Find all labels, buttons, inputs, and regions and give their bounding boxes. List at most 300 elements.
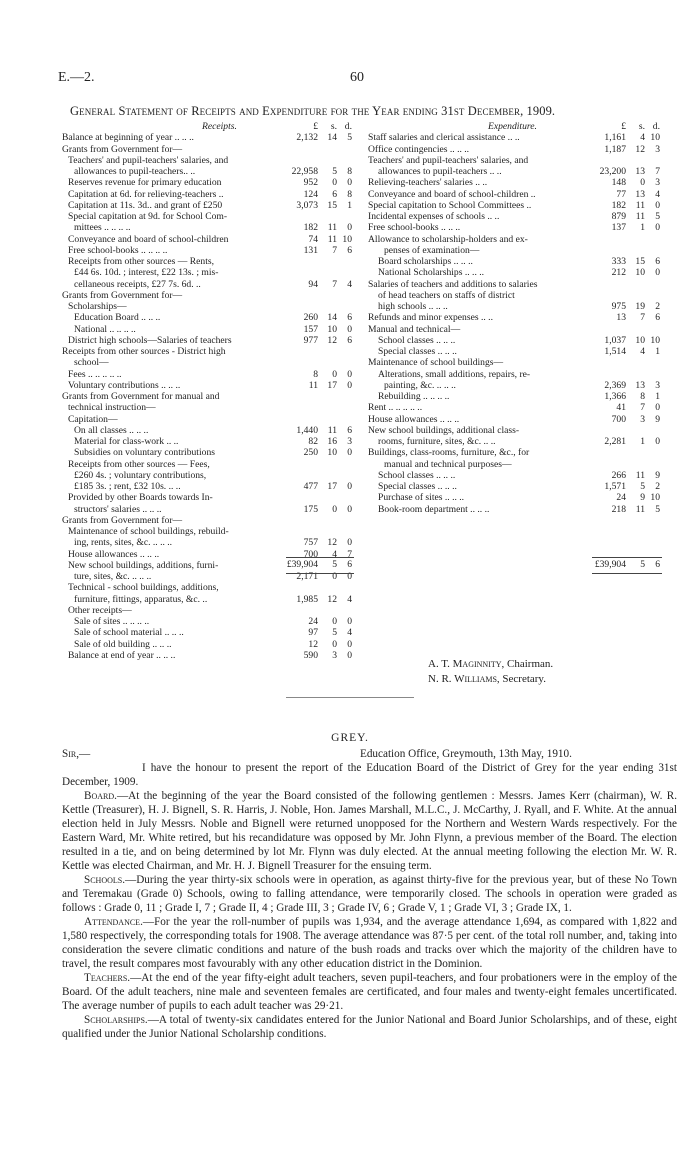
- expenditure-row-label: Manual and technical—: [368, 323, 461, 335]
- receipts-row: [62, 177, 352, 188]
- shillings-value: 5: [640, 481, 645, 492]
- statement-title: General Statement of Receipts and Expenditure for the Year ending 31st December, 1909.: [70, 104, 556, 118]
- pence-value: 10: [650, 132, 660, 144]
- pence-value: 9: [655, 469, 660, 481]
- receipts-heading-row: [62, 121, 352, 132]
- pence-value: 6: [347, 312, 352, 324]
- receipts-row: [62, 492, 352, 503]
- expenditure-row: [368, 402, 660, 413]
- receipts-row-label: furniture, fittings, apparatus, &c. ..: [74, 593, 208, 605]
- expenditure-row: [368, 447, 660, 458]
- expenditure-row-label: Purchase of sites .. .. ..: [378, 492, 465, 504]
- pence-value: 0: [347, 222, 352, 234]
- receipts-row: [62, 200, 352, 211]
- receipts-row: [62, 267, 352, 278]
- expenditure-row-label: penses of examination—: [384, 244, 480, 256]
- receipts-row: [62, 414, 352, 425]
- paragraph-heading: Attendance.: [84, 916, 143, 928]
- expenditure-row-label: Salaries of teachers and additions to salaries: [368, 278, 538, 290]
- shillings-value: 0: [332, 177, 337, 189]
- pounds-value: 74: [308, 233, 318, 245]
- expenditure-row-label: Teachers' and pupil-teachers' salaries, and: [368, 154, 529, 166]
- receipts-row: [62, 211, 352, 222]
- expenditure-row-label: Incidental expenses of schools .. ..: [368, 211, 500, 222]
- expenditure-row: [368, 492, 660, 503]
- expenditure-row: [368, 335, 660, 346]
- shillings-value: 6: [332, 188, 337, 200]
- receipts-row: [62, 245, 352, 256]
- receipts-row: [62, 234, 352, 245]
- expenditure-row: [368, 380, 660, 391]
- pence-value: 3: [655, 177, 660, 189]
- pounds-label: £: [621, 121, 626, 132]
- receipts-row-label: Teachers' and pupil-teachers' salaries, and: [68, 154, 229, 166]
- paragraph-text: —At the beginning of the year the Board consisted of the following gentlemen : Messrs. James Kerr (chairman), W. R. Kettle (Treasurer), H. J. Bignell, S. R. Harris, J. Noble, Hon. James Marshall, M.L.C., J. McCarthy, J. Ryall, and F. White. At the annual election held in July Messrs. Noble and Bignell were returned unopposed for the Northern and Western Wards respectively. For the Eastern Ward, Mr. White retired, but his recandidature was opposed by Mr. John Flynn, a previous member of the Board. The election resulted in a tie, and on being determined by lot Mr. Flynn was duly elected. At the annual meeting following the election Mr. W. R. Kettle was elected Chairman, and Mr. H. J. Bignell Treasurer for the ensuing term.: [62, 790, 677, 872]
- expenditure-row-label: rooms, furniture, sites, &c. .. ..: [378, 436, 496, 447]
- receipts-row-label: technical instruction—: [68, 402, 156, 414]
- receipts-row-label: Grants from Government for—: [62, 143, 183, 155]
- shillings-label: s.: [638, 121, 645, 132]
- receipts-row: [62, 166, 352, 177]
- expenditure-row-label: Special classes .. .. ..: [378, 481, 457, 492]
- pounds-value: 182: [611, 199, 626, 211]
- receipts-row: [62, 627, 352, 638]
- receipts-row-label: Capitation at 6d. for relieving-teachers ..: [68, 188, 224, 200]
- receipts-row: [62, 369, 352, 380]
- pence-value: 0: [347, 481, 352, 492]
- receipts-row: [62, 144, 352, 155]
- chairman-role: Chairman.: [507, 658, 554, 670]
- receipts-row-label: ing, rents, sites, &c. .. .. ..: [74, 537, 173, 549]
- expenditure-row: [368, 301, 660, 312]
- expenditure-row: [368, 222, 660, 233]
- shillings-value: 4: [640, 132, 645, 144]
- expenditure-column: [368, 121, 660, 515]
- receipts-row-label: ture, sites, &c. .. .. ..: [74, 571, 152, 582]
- receipts-heading: Receipts.: [202, 121, 237, 132]
- receipts-row: [62, 222, 352, 233]
- expenditure-row-label: National Scholarships .. .. ..: [378, 267, 485, 279]
- paragraph-text: —At the end of the year fifty-eight adult teachers, seven pupil-teachers, and four probationers were in the employ of the Board. Of the adult teachers, nine male and seventeen females are certificated, and four males and twenty-eight females uncertificated. The average number of pupils to each adult teacher was 29·21.: [62, 972, 677, 1012]
- expenditure-row-label: Special capitation to School Committees ..: [368, 199, 532, 211]
- expenditure-row-label: manual and technical purposes—: [384, 458, 512, 470]
- receipts-row-label: Voluntary contributions .. .. ..: [68, 379, 181, 391]
- shillings-value: 19: [635, 301, 645, 312]
- expenditure-row: [368, 312, 660, 323]
- pence-value: 4: [655, 188, 660, 200]
- pounds-value: 131: [303, 244, 318, 256]
- pounds-value: 1,985: [296, 593, 318, 605]
- shillings-value: 7: [332, 244, 337, 256]
- shillings-value: 12: [327, 334, 337, 346]
- receipts-row-label: New school buildings, additions, furni-: [68, 559, 219, 571]
- receipts-row-label: Scholarships—: [68, 301, 127, 312]
- expenditure-total-underline: [592, 573, 662, 574]
- receipts-row-label: school—: [74, 357, 109, 369]
- pence-value: 0: [655, 222, 660, 234]
- pounds-value: 175: [303, 503, 318, 515]
- pounds-value: 590: [303, 649, 318, 661]
- pence-label: d.: [652, 121, 660, 132]
- receipts-row: [62, 279, 352, 290]
- shillings-value: 3: [332, 649, 337, 661]
- paragraph-text: —A total of twenty-six candidates entered for the Junior National and Board Junior Scholarships, and of these, eight qualified under the Junior National Scholarship conditions.: [62, 1014, 677, 1040]
- expenditure-row-label: allowances to pupil-teachers .. ..: [378, 166, 502, 177]
- expenditure-row: [368, 504, 660, 515]
- receipts-row: [62, 447, 352, 458]
- expenditure-row: [368, 267, 660, 278]
- paragraph-text: —During the year thirty-six schools were in operation, as against thirty-five for the previous year, but of these No Town and Teremakau (Grade 0) Schools, owing to falling attendance, were temporarily closed. The schools in operation were graded as follows : Grade 0, 11 ; Grade I, 7 ; Grade II, 4 ; Grade III, 3 ; Grade IV, 6 ; Grade V, 1 ; Grade VI, 3 ; Grade IX, 1.: [62, 874, 677, 914]
- shillings-value: 10: [635, 267, 645, 279]
- expenditure-row-label: Refunds and minor expenses .. ..: [368, 312, 493, 324]
- shillings-value: 0: [332, 571, 337, 582]
- pounds-value: 2,171: [296, 571, 318, 582]
- receipts-row: [62, 357, 352, 368]
- pence-value: 3: [347, 436, 352, 447]
- shillings-value: 15: [327, 199, 337, 211]
- shillings-value: 4: [640, 346, 645, 357]
- secretary-role: Secretary.: [502, 673, 546, 685]
- receipts-column: [62, 121, 352, 661]
- expenditure-row: [368, 166, 660, 177]
- expenditure-row-label: Office contingencies .. .. ..: [368, 143, 470, 155]
- receipts-row-label: Sale of sites .. .. .. ..: [74, 616, 150, 627]
- shillings-value: 17: [327, 379, 337, 391]
- expenditure-row-label: New school buildings, additional class-: [368, 424, 520, 436]
- shillings-value: 3: [640, 413, 645, 425]
- expenditure-row: [368, 256, 660, 267]
- pence-label: d.: [344, 121, 352, 132]
- receipts-row: [62, 380, 352, 391]
- expenditure-row: [368, 245, 660, 256]
- receipts-row: [62, 605, 352, 616]
- expenditure-row-label: Rebuilding .. .. .. ..: [378, 391, 450, 402]
- receipts-row-label: Capitation at 11s. 3d.. and grant of £250: [68, 199, 223, 211]
- expenditure-row: [368, 290, 660, 301]
- shillings-label: s.: [330, 121, 337, 132]
- receipts-row-label: Sale of old building .. .. ..: [74, 638, 172, 650]
- receipts-row: [62, 650, 352, 661]
- expenditure-row-label: Allowance to scholarship-holders and ex-: [368, 233, 528, 245]
- shillings-value: 9: [640, 492, 645, 504]
- pounds-value: 1,514: [604, 346, 626, 357]
- pounds-value: 1,187: [604, 143, 626, 155]
- pounds-value: 77: [616, 188, 626, 200]
- receipts-row-label: On all classes .. .. ..: [74, 424, 149, 436]
- shillings-value: 10: [327, 447, 337, 459]
- receipts-row: [62, 639, 352, 650]
- pence-value: 6: [347, 334, 352, 346]
- receipts-row: [62, 526, 352, 537]
- expenditure-total-pence: 6: [655, 559, 660, 570]
- receipts-row-label: Grants from Government for—: [62, 289, 183, 301]
- receipts-row-label: Balance at end of year .. .. ..: [68, 649, 176, 661]
- receipts-row: [62, 189, 352, 200]
- pence-value: 5: [347, 132, 352, 144]
- pence-value: 0: [655, 436, 660, 447]
- expenditure-row-label: Alterations, small additions, repairs, re-: [378, 368, 531, 380]
- shillings-value: 12: [327, 537, 337, 549]
- expenditure-row-label: House allowances .. .. ..: [368, 413, 460, 425]
- pence-value: 7: [347, 548, 352, 560]
- shillings-value: 0: [332, 368, 337, 380]
- pounds-value: 879: [611, 211, 626, 222]
- pounds-value: 8: [313, 368, 318, 380]
- pence-value: 9: [655, 413, 660, 425]
- receipts-row-label: allowances to pupil-teachers.. ..: [74, 166, 196, 177]
- pounds-value: 333: [611, 256, 626, 267]
- expenditure-row-label: Free school-books .. .. ..: [368, 222, 461, 234]
- pounds-value: 13: [616, 312, 626, 324]
- expenditure-row: [368, 279, 660, 290]
- pence-value: 7: [655, 166, 660, 177]
- pence-value: 10: [650, 334, 660, 346]
- pence-value: 10: [650, 492, 660, 504]
- receipts-row: [62, 436, 352, 447]
- receipts-row-label: Capitation—: [68, 413, 118, 425]
- expenditure-row-label: School classes .. .. ..: [378, 469, 456, 481]
- salutation: Sir,—: [62, 748, 91, 760]
- expenditure-row: [368, 132, 660, 143]
- shillings-value: 11: [635, 199, 645, 211]
- chairman-name: A. T. Maginnity,: [428, 658, 505, 670]
- receipts-row-label: Conveyance and board of school-children: [68, 233, 229, 245]
- shillings-value: 14: [327, 132, 337, 144]
- pounds-value: 1,366: [604, 391, 626, 402]
- paragraph-text: —For the year the roll-number of pupils was 1,934, and the average attendance 1,694, as compared with 1,822 and 1,580 respectively, the corresponding totals for 1908. The average attendance was 87·5 per cent. of the total roll number, and, taking into consideration the severe climatic conditions and nature of the bush roads and tracks over which the majority of the children have to travel, the result compares most favourably with any other education district in the Dominion.: [62, 916, 677, 970]
- shillings-value: 11: [635, 469, 645, 481]
- paragraph-heading: Scholarships.: [84, 1014, 148, 1026]
- receipts-row-label: cellaneous receipts, £27 7s. 6d. ..: [74, 278, 201, 290]
- shillings-value: 11: [327, 222, 337, 234]
- paragraph-heading: Teachers.: [84, 972, 131, 984]
- expenditure-row: [368, 391, 660, 402]
- pence-value: 8: [347, 188, 352, 200]
- receipts-row: [62, 582, 352, 593]
- shillings-value: 14: [327, 312, 337, 324]
- receipts-row: [62, 346, 352, 357]
- pence-value: 3: [655, 143, 660, 155]
- expenditure-row-label: high schools .. .. ..: [378, 301, 448, 312]
- pence-value: 2: [655, 481, 660, 492]
- pounds-value: 1,571: [604, 481, 626, 492]
- receipts-row-label: structors' salaries .. .. ..: [74, 503, 162, 515]
- shillings-value: 15: [635, 256, 645, 267]
- pounds-value: 124: [303, 188, 318, 200]
- receipts-row: [62, 537, 352, 548]
- expenditure-row-label: Rent .. .. .. .. ..: [368, 402, 423, 414]
- place-date: Education Office, Greymouth, 13th May, 1910.: [360, 748, 572, 760]
- receipts-row-label: Receipts from other sources - District high: [62, 346, 226, 357]
- receipts-row-label: £44 6s. 10d. ; interest, £22 13s. ; mis-: [74, 267, 219, 279]
- receipts-row-label: Education Board .. .. ..: [74, 312, 161, 324]
- expenditure-row: [368, 177, 660, 188]
- receipts-row: [62, 301, 352, 312]
- pounds-value: 266: [611, 469, 626, 481]
- pence-value: 0: [347, 537, 352, 549]
- receipts-row-label: Grants from Government for—: [62, 514, 183, 526]
- expenditure-row-label: of head teachers on staffs of district: [378, 289, 515, 301]
- pence-value: 5: [655, 211, 660, 222]
- receipts-row-label: Balance at beginning of year .. .. ..: [62, 132, 194, 144]
- pounds-value: 1,161: [604, 132, 626, 144]
- receipts-row-label: Receipts from other sources — Rents,: [68, 256, 215, 267]
- pounds-value: 3,073: [296, 199, 318, 211]
- expenditure-row-label: School classes .. .. ..: [378, 334, 456, 346]
- receipts-row: [62, 132, 352, 143]
- pence-value: 0: [655, 267, 660, 279]
- expenditure-row-label: Board scholarships .. .. ..: [378, 256, 473, 267]
- pounds-value: 260: [303, 312, 318, 324]
- pounds-value: 2,281: [604, 436, 626, 447]
- signature-chairman: [428, 658, 553, 670]
- pounds-value: 23,200: [599, 166, 626, 177]
- pence-value: 1: [655, 346, 660, 357]
- report-body: [62, 747, 677, 1041]
- expenditure-row: [368, 425, 660, 436]
- salutation-line: [62, 747, 677, 761]
- expenditure-total-rule: [592, 557, 662, 558]
- receipts-row-label: House allowances .. .. ..: [68, 548, 160, 560]
- pence-value: 1: [347, 199, 352, 211]
- pounds-value: 97: [308, 627, 318, 639]
- expenditure-rows: [368, 132, 660, 515]
- receipts-row: [62, 324, 352, 335]
- page-number: 60: [350, 70, 364, 85]
- pence-value: 10: [342, 233, 352, 245]
- report-paragraph: [62, 1013, 677, 1041]
- secretary-name: N. R. Williams,: [428, 673, 500, 685]
- expenditure-row-label: Buildings, class-rooms, furniture, &c., for: [368, 447, 530, 459]
- receipts-row-label: Grants from Government for manual and: [62, 391, 220, 402]
- expenditure-row: [368, 234, 660, 245]
- pounds-value: 1,037: [604, 334, 626, 346]
- expenditure-row: [368, 459, 660, 470]
- receipts-row: [62, 402, 352, 413]
- shillings-value: 11: [327, 233, 337, 245]
- pounds-value: 757: [303, 537, 318, 549]
- pounds-value: 250: [303, 447, 318, 459]
- receipts-row-label: Maintenance of school buildings, rebuild-: [68, 526, 229, 537]
- paragraph-heading: Schools.: [84, 874, 126, 886]
- receipts-row-label: National .. .. .. ..: [74, 323, 136, 335]
- pounds-value: 22,958: [291, 166, 318, 177]
- expenditure-heading: Expenditure.: [488, 121, 537, 132]
- pounds-value: 148: [611, 177, 626, 189]
- pounds-value: 2,369: [604, 379, 626, 391]
- receipts-rows: [62, 132, 352, 661]
- pence-value: 1: [655, 391, 660, 402]
- pence-value: 0: [347, 616, 352, 627]
- shillings-value: 10: [635, 334, 645, 346]
- shillings-value: 1: [640, 222, 645, 234]
- shillings-value: 7: [640, 312, 645, 324]
- shillings-value: 10: [327, 323, 337, 335]
- pence-value: 4: [347, 627, 352, 639]
- shillings-value: 4: [332, 548, 337, 560]
- pounds-value: 975: [611, 301, 626, 312]
- pounds-value: 82: [308, 436, 318, 447]
- pence-value: 8: [347, 166, 352, 177]
- region-heading: GREY.: [331, 732, 369, 744]
- pounds-value: 700: [611, 413, 626, 425]
- receipts-row: [62, 256, 352, 267]
- paragraph-heading: Board.: [84, 790, 117, 802]
- pounds-label: £: [313, 121, 318, 132]
- receipts-total-rule: [286, 557, 354, 558]
- shillings-value: 5: [332, 627, 337, 639]
- pounds-value: 11: [308, 379, 318, 391]
- expenditure-row-label: Relieving-teachers' salaries .. ..: [368, 177, 488, 189]
- shillings-value: 12: [635, 143, 645, 155]
- receipts-row: [62, 470, 352, 481]
- report-paragraph: [62, 873, 677, 915]
- pence-value: 2: [655, 301, 660, 312]
- shillings-value: 16: [327, 436, 337, 447]
- expenditure-row: [368, 324, 660, 335]
- shillings-value: 5: [332, 166, 337, 177]
- shillings-value: 17: [327, 481, 337, 492]
- receipts-total-pence: 6: [347, 559, 352, 570]
- pence-value: 6: [347, 424, 352, 436]
- expenditure-row: [368, 414, 660, 425]
- expenditure-row: [368, 155, 660, 166]
- shillings-value: 1: [640, 436, 645, 447]
- pounds-value: 218: [611, 503, 626, 515]
- receipts-row-label: £260 4s. ; voluntary contributions,: [74, 469, 207, 481]
- pence-value: 0: [347, 323, 352, 335]
- receipts-row: [62, 155, 352, 166]
- receipts-row-label: Receipts from other sources — Fees,: [68, 458, 210, 470]
- pounds-value: 977: [303, 334, 318, 346]
- expenditure-heading-row: [368, 121, 660, 132]
- expenditure-row-label: painting, &c. .. .. ..: [384, 379, 456, 391]
- pounds-value: 94: [308, 278, 318, 290]
- pence-value: 0: [347, 379, 352, 391]
- pence-value: 0: [347, 368, 352, 380]
- expenditure-row: [368, 436, 660, 447]
- expenditure-row-label: Conveyance and board of school-children ..: [368, 188, 536, 200]
- receipts-row: [62, 391, 352, 402]
- report-paragraph: [62, 789, 677, 873]
- receipts-row-label: Provided by other Boards towards In-: [68, 492, 213, 504]
- pounds-value: 700: [303, 548, 318, 560]
- expenditure-row: [368, 144, 660, 155]
- pence-value: 0: [347, 447, 352, 459]
- shillings-value: 11: [635, 211, 645, 222]
- receipts-row: [62, 504, 352, 515]
- receipts-row-label: Subsidies on voluntary contributions: [74, 447, 215, 459]
- opening-paragraph: I have the honour to present the report of the Education Board of the District of Grey for the year ending 31st December, 1909.: [62, 762, 677, 788]
- receipts-row: [62, 515, 352, 526]
- pence-value: 3: [655, 379, 660, 391]
- receipts-row-label: District high schools—Salaries of teachers: [68, 334, 232, 346]
- expenditure-row-label: Maintenance of school buildings—: [368, 357, 504, 369]
- expenditure-row: [368, 346, 660, 357]
- pence-value: 0: [347, 571, 352, 582]
- pence-value: 4: [347, 593, 352, 605]
- receipts-row-label: £185 3s. ; rent, £32 10s. .. ..: [74, 481, 181, 492]
- expenditure-row: [368, 369, 660, 380]
- expenditure-total-pounds: £39,904: [594, 559, 626, 570]
- pence-value: 6: [347, 244, 352, 256]
- receipts-row-label: Sale of school material .. .. ..: [74, 627, 184, 639]
- receipts-row-label: Fees .. .. .. .. ..: [68, 368, 122, 380]
- pounds-value: 212: [611, 267, 626, 279]
- pence-value: 0: [347, 649, 352, 661]
- shillings-value: 0: [332, 616, 337, 627]
- pence-value: 6: [655, 256, 660, 267]
